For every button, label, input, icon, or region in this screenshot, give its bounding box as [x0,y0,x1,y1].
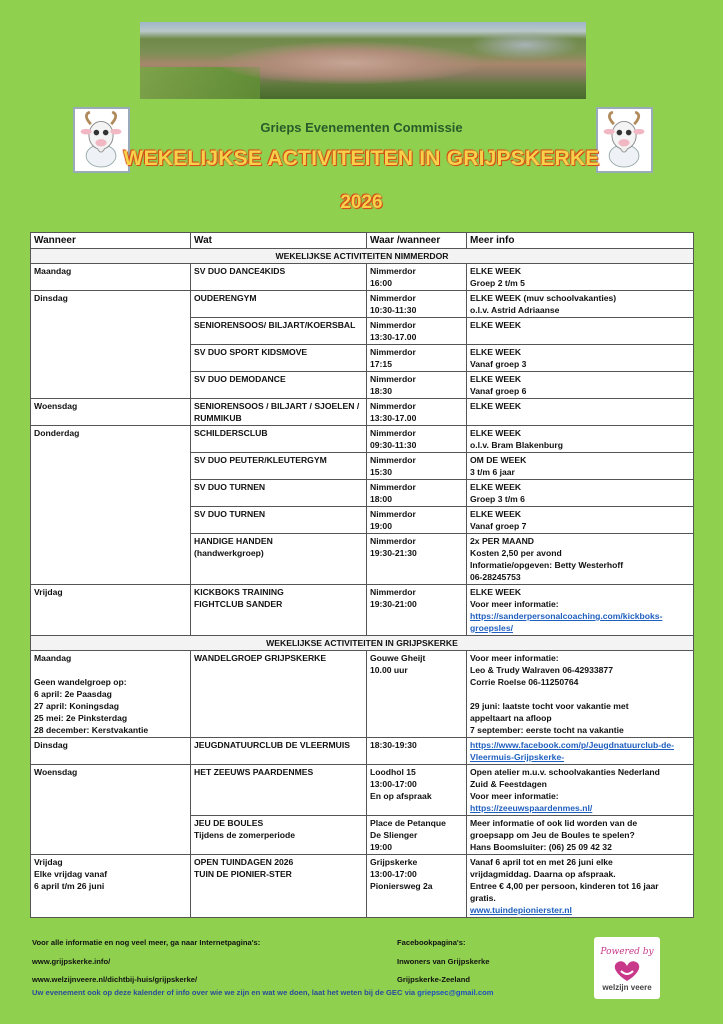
info-cell-line: Vanaf 6 april tot en met 26 juni elke [470,857,613,867]
welzijn-veere-logo [594,937,660,999]
where-cell [367,738,467,765]
what-cell-line: Tijdens de zomerperiode [194,830,296,840]
info-cell-line: 3 t/m 6 jaar [470,467,515,477]
when-cell-line: 25 mei: 2e Pinksterdag [34,713,128,723]
when-cell-line: 27 april: Koningsdag [34,701,119,711]
where-cell-line: 18:00 [370,494,392,504]
what-cell-line: (handwerkgroep) [194,548,264,558]
where-cell-line: 19:00 [370,521,392,531]
where-cell [367,534,467,585]
where-cell [367,453,467,480]
info-cell [467,453,694,480]
info-cell-line: ELKE WEEK [470,482,522,492]
where-cell [367,264,467,291]
info-cell [467,651,694,738]
where-cell-line: 13:00-17:00 [370,779,417,789]
info-cell-line: Vanaf groep 7 [470,521,527,531]
where-cell-line: Loodhol 15 [370,767,416,777]
page-title: WEKELIJKSE ACTIVITEITEN IN GRIJPSKERKE [123,147,600,170]
where-cell [367,480,467,507]
info-cell-line: Kosten 2,50 per avond [470,548,562,558]
where-cell-line: De Slienger [370,830,418,840]
when-cell-line: Maandag [34,266,72,276]
info-cell [467,399,694,426]
where-cell-line: 17:15 [370,359,392,369]
what-cell-line: TUIN DE PIONIER-STER [194,869,292,879]
when-cell-line: 6 april: 2e Paasdag [34,689,112,699]
where-cell-line: Nimmerdor [370,587,416,597]
when-cell-line: Dinsdag [34,293,68,303]
info-cell-line: Informatie/opgeven: Betty Westerhoff [470,560,624,570]
info-cell-line: ELKE WEEK [470,266,522,276]
when-cell [31,291,191,399]
info-cell-line: ELKE WEEK [470,320,522,330]
what-cell [191,738,367,765]
info-cell-link[interactable]: www.tuindepionierster.nl [470,905,572,915]
where-cell [367,426,467,453]
when-cell-line: Woensdag [34,767,78,777]
info-cell-line: Groep 2 t/m 5 [470,278,525,288]
info-cell-line: ELKE WEEK [470,587,522,597]
info-cell-line: gratis. [470,893,496,903]
what-cell [191,651,367,738]
info-cell-line: 06-28245753 [470,572,521,582]
info-cell-line: 29 juni: laatste tocht voor vakantie met [470,701,629,711]
where-cell [367,765,467,816]
when-cell-line: Vrijdag [34,587,63,597]
when-cell-line [34,664,187,676]
info-cell-link[interactable]: https://zeeuwspaardenmes.nl/ [470,803,593,813]
what-cell-line: RUMMIKUB [194,413,242,423]
what-cell-line: KICKBOKS TRAINING [194,587,284,597]
what-cell-line: SV DUO PEUTER/KLEUTERGYM [194,455,327,465]
when-cell-line: Elke vrijdag vanaf [34,869,108,879]
info-cell-line: groepsapp om Jeu de Boules te spelen? [470,830,635,840]
info-cell-link[interactable]: https://sanderpersonalcoaching.com/kickboks-groepsles/ [470,611,663,633]
what-cell-line: SV DUO DANCE4KIDS [194,266,286,276]
info-cell-line: 2x PER MAAND [470,536,534,546]
year-heading: 2026 [340,192,383,213]
where-cell-line: 13:30-17.00 [370,413,417,423]
where-cell [367,372,467,399]
info-cell [467,345,694,372]
what-cell [191,855,367,918]
when-cell-line: Geen wandelgroep op: [34,677,127,687]
when-cell [31,651,191,738]
info-cell-line: Entree € 4,00 per persoon, kinderen tot 16 jaar [470,881,659,891]
info-cell [467,585,694,636]
table-row [31,765,694,816]
table-row [31,855,694,918]
where-cell-line: Nimmerdor [370,482,416,492]
info-cell-line: o.l.v. Bram Blakenburg [470,440,563,450]
what-cell [191,372,367,399]
what-cell [191,534,367,585]
what-cell-line: FIGHTCLUB SANDER [194,599,283,609]
info-cell [467,738,694,765]
footer-email-link[interactable]: griepsec@gmail.com [417,988,494,997]
info-cell-line: Vanaf groep 6 [470,386,527,396]
info-cell-line [470,688,690,700]
when-cell-line: Vrijdag [34,857,63,867]
what-cell-line: WANDELGROEP GRIJPSKERKE [194,653,327,663]
section-heading: WEKELIJKSE ACTIVITEITEN NIMMERDOR [31,249,694,264]
where-cell-line: Nimmerdor [370,347,416,357]
what-cell [191,480,367,507]
when-cell [31,399,191,426]
what-cell-line: SV DUO SPORT KIDSMOVE [194,347,308,357]
where-cell-line: 10:30-11:30 [370,305,417,315]
where-cell [367,318,467,345]
where-cell-line: Nimmerdor [370,428,416,438]
what-cell [191,318,367,345]
what-cell [191,585,367,636]
where-cell [367,345,467,372]
when-cell-line: Maandag [34,653,72,663]
info-cell [467,372,694,399]
where-cell-line: Nimmerdor [370,320,416,330]
footer-link-grijpskerke[interactable]: www.grijpskerke.info/ [32,957,111,966]
what-cell [191,291,367,318]
when-cell-line: Woensdag [34,401,78,411]
info-cell-link[interactable]: https://www.facebook.com/p/Jeugdnatuurclub-de-Vleermuis-Grijpskerke- [470,740,675,762]
where-cell-line: Pioniersweg 2a [370,881,433,891]
what-cell-line: JEUGDNATUURCLUB DE VLEERMUIS [194,740,350,750]
what-cell-line: HET ZEEUWS PAARDENMES [194,767,314,777]
info-cell-line: vrijdagmiddag. Daarna op afspraak. [470,869,616,879]
what-cell-line: OPEN TUINDAGEN 2026 [194,857,294,867]
column-header: Meer info [467,233,694,249]
where-cell [367,816,467,855]
footer-facebook [397,937,489,985]
where-cell-line: 19:30-21:30 [370,548,417,558]
where-cell-line: Nimmerdor [370,509,416,519]
where-cell-line: Nimmerdor [370,374,416,384]
info-cell [467,765,694,816]
what-cell-line: SENIORENSOOS/ BILJART/KOERSBAL [194,320,356,330]
where-cell-line: 19:00 [370,842,392,852]
where-cell-line: 09:30-11:30 [370,440,417,450]
where-cell-line: Nimmerdor [370,536,416,546]
village-aerial-photo [140,22,586,99]
info-cell-line: o.l.v. Astrid Adriaanse [470,305,560,315]
footer-note [32,988,493,997]
footer-facebook-heading: Facebookpagina's: [397,938,466,947]
info-cell [467,426,694,453]
info-cell [467,855,694,918]
table-row [31,264,694,291]
footer-websites [32,937,260,985]
where-cell [367,651,467,738]
where-cell-line: 19:30-21:00 [370,599,417,609]
column-header: Wat [191,233,367,249]
where-cell-line: 18:30 [370,386,392,396]
where-cell-line: Place de Petanque [370,818,446,828]
when-cell-line: 28 december: Kerstvakantie [34,725,149,735]
logo-powered-by: Powered by [600,947,654,957]
what-cell-line: SV DUO TURNEN [194,509,266,519]
where-cell-line: 10.00 uur [370,665,408,675]
info-cell [467,507,694,534]
info-cell-line: ELKE WEEK [470,428,522,438]
where-cell-line: 13:30-17.00 [370,332,417,342]
info-cell-line: ELKE WEEK (muv schoolvakanties) [470,293,617,303]
info-cell-line: Leo & Trudy Walraven 06-42933877 [470,665,613,675]
what-cell-line: HANDIGE HANDEN [194,536,273,546]
table-row [31,738,694,765]
what-cell [191,765,367,816]
where-cell-line: Grijpskerke [370,857,418,867]
section-heading: WEKELIJKSE ACTIVITEITEN IN GRIJPSKERKE [31,636,694,651]
column-header: Waar /wanneer [367,233,467,249]
when-cell-line: Dinsdag [34,740,68,750]
what-cell [191,264,367,291]
info-cell-line: Open atelier m.u.v. schoolvakanties Nederland [470,767,660,777]
when-cell [31,738,191,765]
info-cell-line: ELKE WEEK [470,347,522,357]
what-cell [191,426,367,453]
info-cell-line: Zuid & Feestdagen [470,779,547,789]
activity-table [30,232,694,918]
when-cell-line: Donderdag [34,428,80,438]
what-cell [191,345,367,372]
when-cell [31,426,191,585]
what-cell-line: SV DUO TURNEN [194,482,266,492]
what-cell-line: JEU DE BOULES [194,818,264,828]
info-cell [467,534,694,585]
where-cell [367,585,467,636]
where-cell-line: Nimmerdor [370,455,416,465]
info-cell-line: Groep 3 t/m 6 [470,494,525,504]
where-cell-line: 16:00 [370,278,392,288]
what-cell-line: SV DUO DEMODANCE [194,374,286,384]
footer-facebook-zeeland[interactable]: Grijpskerke-Zeeland [397,975,471,984]
info-cell-line: Hans Boomsluiter: (06) 25 09 42 32 [470,842,612,852]
info-cell [467,816,694,855]
table-row [31,585,694,636]
info-cell [467,480,694,507]
info-cell-line: OM DE WEEK [470,455,527,465]
info-cell-line: Voor meer informatie: [470,791,559,801]
footer-websites-heading: Voor alle informatie en nog veel meer, ga naar Internetpagina's: [32,938,261,947]
what-cell-line: SENIORENSOOS / BILJART / SJOELEN / [194,401,360,411]
what-cell [191,507,367,534]
where-cell [367,855,467,918]
table-row [31,399,694,426]
where-cell-line: Nimmerdor [370,266,416,276]
what-cell-line: OUDERENGYM [194,293,257,303]
table-row [31,651,694,738]
info-cell-line: 7 september: eerste tocht na vakantie [470,725,624,735]
info-cell-line: ELKE WEEK [470,401,522,411]
footer-link-welzijnveere[interactable]: www.welzijnveere.nl/dichtbij-huis/grijpskerke/ [32,975,198,984]
when-cell-line: 6 april t/m 26 juni [34,881,105,891]
where-cell-line: 13:00-17:00 [370,869,417,879]
when-cell [31,765,191,855]
when-cell [31,855,191,918]
table-row [31,291,694,318]
when-cell [31,585,191,636]
info-cell [467,318,694,345]
footer-facebook-inwoners[interactable]: Inwoners van Grijpskerke [397,957,490,966]
info-cell-line: appeltaart na afloop [470,713,552,723]
where-cell-line: 18:30-19:30 [370,740,417,750]
organization-name: Grieps Evenementen Commissie [260,120,463,135]
footer-note-text: Uw evenement ook op deze kalender of info over wie we zijn en wat we doen, laat het weten bij de GEC via [32,988,418,997]
info-cell-line: Vanaf groep 3 [470,359,527,369]
info-cell-line: Meer informatie of ook lid worden van de [470,818,638,828]
column-header: Wanneer [31,233,191,249]
info-cell [467,264,694,291]
what-cell [191,816,367,855]
where-cell [367,399,467,426]
where-cell [367,291,467,318]
what-cell [191,399,367,426]
where-cell-line: Nimmerdor [370,293,416,303]
what-cell-line: SCHILDERSCLUB [194,428,268,438]
heart-logo-icon [612,959,642,983]
where-cell-line: Nimmerdor [370,401,416,411]
where-cell-line: Gouwe Gheijt [370,653,426,663]
where-cell-line: En op afspraak [370,791,432,801]
when-cell [31,264,191,291]
info-cell [467,291,694,318]
info-cell-line: Voor meer informatie: [470,599,559,609]
where-cell [367,507,467,534]
info-cell-line: Corrie Roelse 06-11250764 [470,677,579,687]
logo-name: welzijn veere [602,983,652,992]
info-cell-line: Voor meer informatie: [470,653,559,663]
info-cell-line: ELKE WEEK [470,509,522,519]
table-row [31,426,694,453]
what-cell [191,453,367,480]
info-cell-line: ELKE WEEK [470,374,522,384]
where-cell-line: 15:30 [370,467,392,477]
